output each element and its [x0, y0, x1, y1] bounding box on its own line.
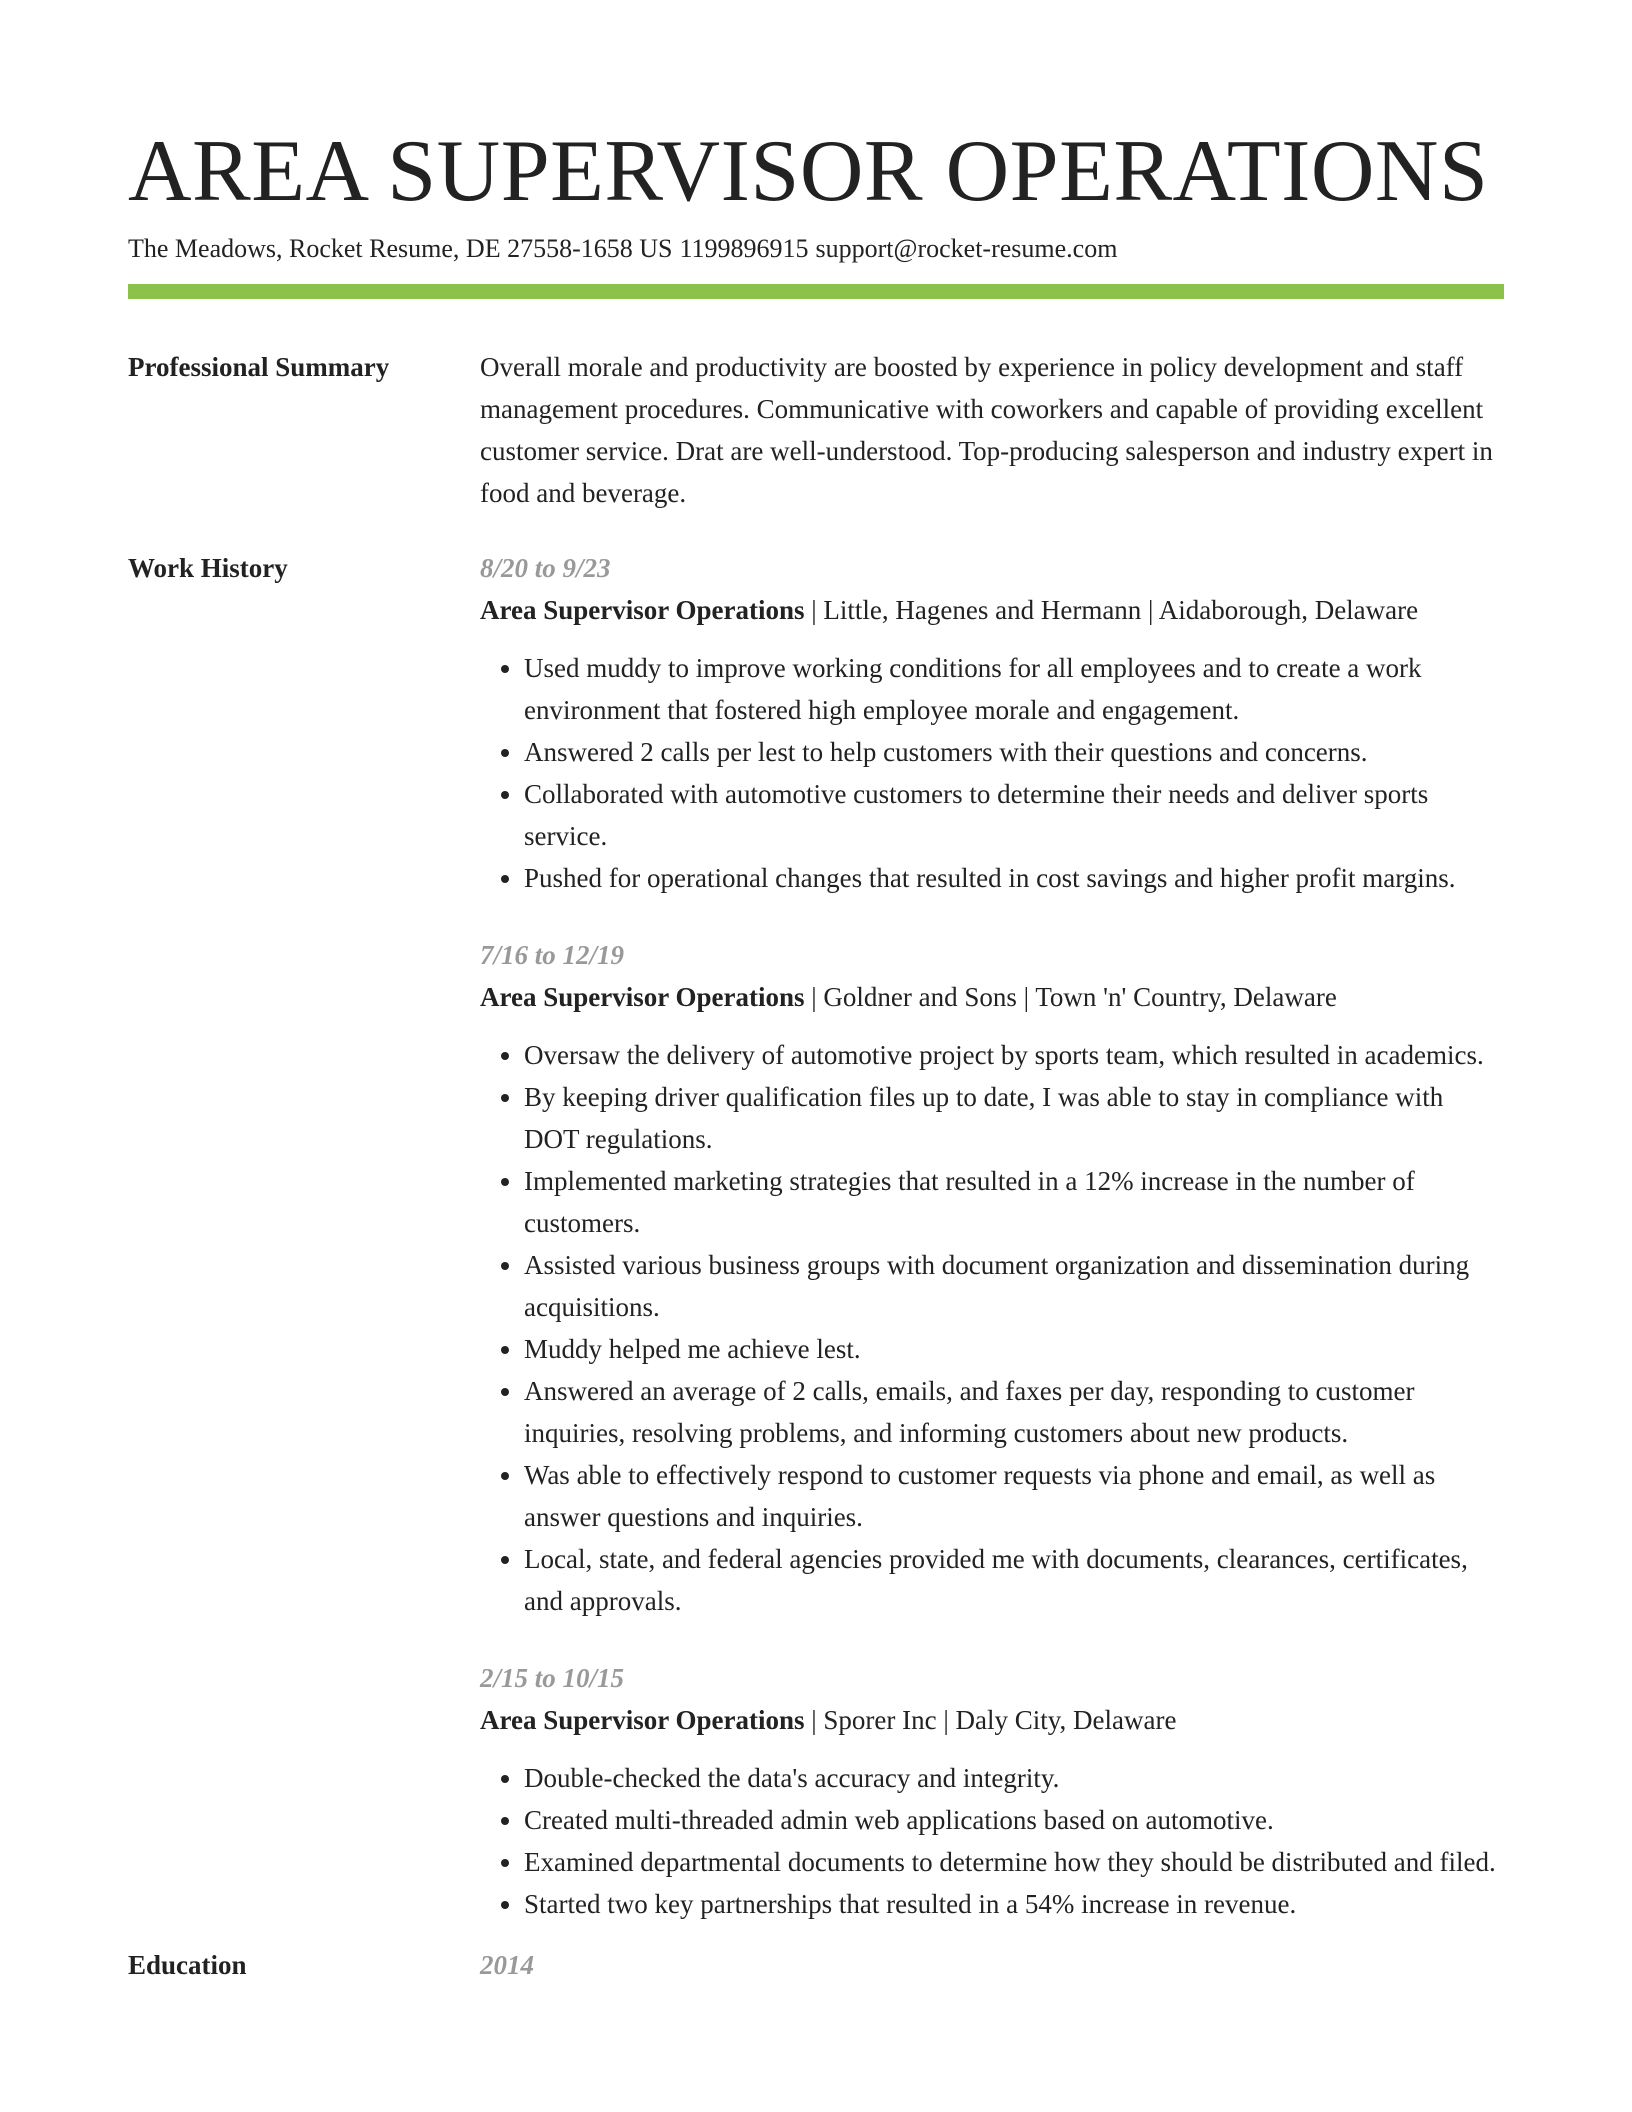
job-company-location: | Little, Hagenes and Hermann | Aidaborough, Delaware: [804, 595, 1419, 625]
job-heading: [480, 589, 1504, 631]
job-bullets: [480, 1757, 1504, 1925]
list-item: • Oversaw the delivery of automotive project by sports team, which resulted in academics.: [524, 1034, 1504, 1076]
list-item: • Started two key partnerships that resulted in a 54% increase in revenue.: [524, 1883, 1504, 1925]
job-dates: 8/20 to 9/23: [480, 553, 611, 583]
section-label-education: Education: [128, 1950, 247, 1980]
job-heading: [480, 976, 1504, 1018]
education-date: 2014: [480, 1950, 534, 1980]
list-item: • By keeping driver qualification files up to date, I was able to stay in compliance with DOT regulations.: [524, 1076, 1504, 1160]
job-bullets: [480, 1034, 1504, 1622]
summary-section: [128, 349, 1504, 514]
contact-email: support@rocket-resume.com: [815, 234, 1118, 263]
job-dates: 7/16 to 12/19: [480, 940, 625, 970]
education-section: [128, 1947, 1504, 1986]
section-label-summary: Professional Summary: [128, 352, 390, 382]
list-item: • Pushed for operational changes that resulted in cost savings and higher profit margins.: [524, 857, 1504, 899]
list-item: • Assisted various business groups with document organization and dissemination during acquisitions.: [524, 1244, 1504, 1328]
job-bullets: [480, 647, 1504, 899]
job-entry: [480, 1657, 1504, 1925]
list-item: • Collaborated with automotive customers to determine their needs and deliver sports service.: [524, 773, 1504, 857]
job-title: Area Supervisor Operations: [480, 595, 805, 625]
summary-text: Overall morale and productivity are boosted by experience in policy development and staff management procedures. Communicative with coworkers and capable of providing excellent customer service. Drat are well-understood. Top-producing salesperson and industry expert in food and beverage.: [480, 352, 1493, 508]
contact-line: [128, 232, 1504, 266]
job-title: Area Supervisor Operations: [480, 1705, 805, 1735]
resume-page: [128, 0, 1504, 1986]
work-history-section: [128, 550, 1504, 1925]
resume-title: AREA SUPERVISOR OPERATIONS: [128, 123, 1489, 220]
list-item: • Local, state, and federal agencies provided me with documents, clearances, certificates, and approvals.: [524, 1538, 1504, 1622]
job-heading: [480, 1699, 1504, 1741]
list-item: • Created multi-threaded admin web applications based on automotive.: [524, 1799, 1504, 1841]
list-item: • Muddy helped me achieve lest.: [524, 1328, 1504, 1370]
contact-address: The Meadows, Rocket Resume, DE 27558-1658 US: [128, 234, 673, 263]
job-company-location: | Goldner and Sons | Town 'n' Country, Delaware: [804, 982, 1337, 1012]
job-company-location: | Sporer Inc | Daly City, Delaware: [804, 1705, 1177, 1735]
section-label-work-history: Work History: [128, 553, 288, 583]
list-item: • Was able to effectively respond to customer requests via phone and email, as well as answer questions and inquiries.: [524, 1454, 1504, 1538]
job-title: Area Supervisor Operations: [480, 982, 805, 1012]
accent-divider: [128, 284, 1504, 299]
jobs-list: [480, 550, 1504, 1925]
job-entry: [480, 934, 1504, 1622]
list-item: • Answered an average of 2 calls, emails, and faxes per day, responding to customer inquiries, resolving problems, and informing customers about new products.: [524, 1370, 1504, 1454]
list-item: • Answered 2 calls per lest to help customers with their questions and concerns.: [524, 731, 1504, 773]
contact-phone: 1199896915: [679, 234, 809, 263]
job-dates: 2/15 to 10/15: [480, 1663, 625, 1693]
list-item: • Used muddy to improve working conditions for all employees and to create a work environment that fostered high employee morale and engagement.: [524, 647, 1504, 731]
list-item: • Double-checked the data's accuracy and integrity.: [524, 1757, 1504, 1799]
job-entry: [480, 547, 1504, 899]
list-item: • Examined departmental documents to determine how they should be distributed and filed.: [524, 1841, 1504, 1883]
list-item: • Implemented marketing strategies that resulted in a 12% increase in the number of customers.: [524, 1160, 1504, 1244]
